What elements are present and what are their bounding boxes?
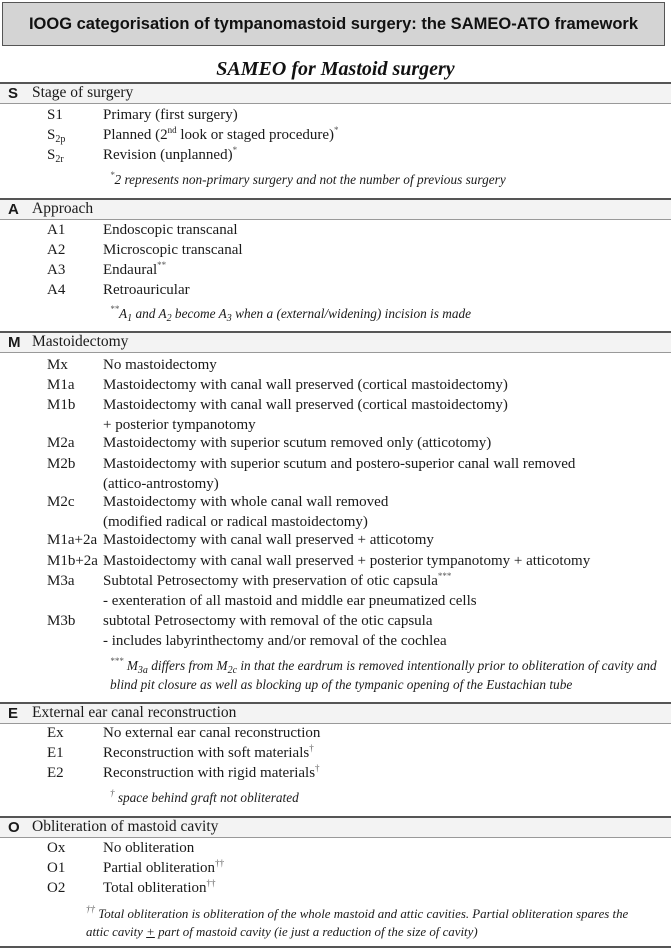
footnote-continued: attic cavity + part of mastoid cavity (ie just a reduction of the size of cavity) — [86, 925, 478, 939]
item-description: Retroauricular — [103, 282, 190, 298]
item-code: M1a — [47, 377, 75, 393]
item-code: O1 — [47, 860, 66, 876]
section-letter: O — [8, 819, 20, 836]
item-code: Mx — [47, 357, 68, 373]
item-description: Endoscopic transcanal — [103, 222, 238, 238]
item-description: Microscopic transcanal — [103, 242, 243, 258]
item-description: Mastoidectomy with superior scutum removed only (atticotomy) — [103, 435, 492, 451]
item-code: E2 — [47, 765, 64, 781]
item-description-continued: (attico-antrostomy) — [103, 476, 219, 492]
item-description-continued: - includes labyrinthectomy and/or removal of the cochlea — [103, 633, 447, 649]
section-title: Stage of surgery — [32, 84, 134, 101]
item-code: M1a+2a — [47, 532, 98, 548]
item-description: Planned (2nd look or staged procedure)* — [103, 125, 339, 143]
section-title: Obliteration of mastoid cavity — [32, 818, 219, 835]
section-header-stage — [0, 84, 671, 104]
document-title: IOOG categorisation of tympanomastoid surgery: the SAMEO-ATO framework — [28, 14, 639, 33]
item-description: No external ear canal reconstruction — [103, 725, 321, 741]
item-code: M1b+2a — [47, 553, 98, 569]
item-description: Mastoidectomy with canal wall preserved (cortical mastoidectomy) — [103, 377, 508, 393]
item-description: Partial obliteration†† — [103, 858, 225, 876]
item-description-continued: (modified radical or radical mastoidectomy) — [103, 514, 368, 530]
section-header-obliteration — [0, 818, 671, 838]
item-description: No obliteration — [103, 840, 195, 856]
item-code: S1 — [47, 107, 63, 123]
item-code: M2c — [47, 494, 75, 510]
item-code: A4 — [47, 282, 66, 298]
item-description: subtotal Petrosectomy with removal of the otic capsula — [103, 613, 433, 629]
item-code: Ox — [47, 840, 66, 856]
item-code: M2b — [47, 456, 76, 472]
item-description: Mastoidectomy with superior scutum and postero-superior canal wall removed — [103, 456, 576, 472]
item-description: Primary (first surgery) — [103, 107, 238, 123]
item-description: Reconstruction with soft materials† — [103, 743, 314, 761]
footnote: † space behind graft not obliterated — [110, 788, 299, 805]
section-letter: E — [8, 705, 19, 722]
section-header-external-ear-canal — [0, 704, 671, 724]
item-description: Reconstruction with rigid materials† — [103, 763, 320, 781]
item-code: A1 — [47, 222, 66, 238]
item-code: A3 — [47, 262, 66, 278]
item-code: $S_{2r}$ — [47, 147, 64, 165]
item-code: $S_{2p}$ — [47, 127, 66, 145]
item-code: M1b — [47, 397, 76, 413]
item-description: Mastoidectomy with canal wall preserved + posterior tympanotomy + atticotomy — [103, 553, 591, 569]
item-description: Mastoidectomy with canal wall preserved (cortical mastoidectomy) — [103, 397, 508, 413]
item-description: Revision (unplanned)* — [103, 145, 238, 163]
section-title: Approach — [32, 200, 94, 217]
section-divider — [0, 946, 671, 948]
item-description: Mastoidectomy with whole canal wall removed — [103, 494, 389, 510]
document-title-box — [2, 2, 665, 46]
item-description: Subtotal Petrosectomy with preservation of otic capsula*** — [103, 571, 452, 589]
footnote: $^{**}A_1$ and $A_2$ become $A_3$ when a (external/widening) incision is made — [110, 304, 472, 324]
section-letter: A — [8, 201, 19, 218]
item-code: M2a — [47, 435, 75, 451]
item-code: E1 — [47, 745, 64, 761]
footnote: *** $M_{3a}$ differs from $M_{2c}$ in that the eardrum is removed intentionally prior to obliteration of cavity and — [110, 656, 657, 676]
section-letter: M — [8, 334, 21, 351]
section-letter: S — [8, 85, 19, 102]
item-code: Ex — [47, 725, 64, 741]
section-header-mastoidectomy — [0, 333, 671, 353]
section-title: Mastoidectomy — [32, 333, 129, 350]
item-code: A2 — [47, 242, 66, 258]
footnote-continued: blind pit closure as well as blocking up of the tympanic opening of the Eustachian tube — [110, 677, 573, 692]
footnote: †† Total obliteration is obliteration of the whole mastoid and attic cavities. Partial obliteration spares the — [86, 904, 629, 921]
item-description: Total obliteration†† — [103, 878, 216, 896]
item-description-continued: - exenteration of all mastoid and middle ear pneumatized cells — [103, 593, 477, 609]
item-description: Mastoidectomy with canal wall preserved + atticotomy — [103, 532, 434, 548]
item-code: M3a — [47, 573, 75, 589]
footnote: *2 represents non-primary surgery and not the number of previous surgery — [110, 170, 506, 187]
section-header-approach — [0, 200, 671, 220]
item-code: M3b — [47, 613, 76, 629]
item-code: O2 — [47, 880, 66, 896]
item-description: Endaural** — [103, 260, 167, 278]
section-title: External ear canal reconstruction — [32, 704, 237, 721]
item-description: No mastoidectomy — [103, 357, 217, 373]
item-description-continued: + posterior tympanotomy — [103, 417, 256, 433]
document-subtitle: SAMEO for Mastoid surgery — [216, 58, 455, 80]
